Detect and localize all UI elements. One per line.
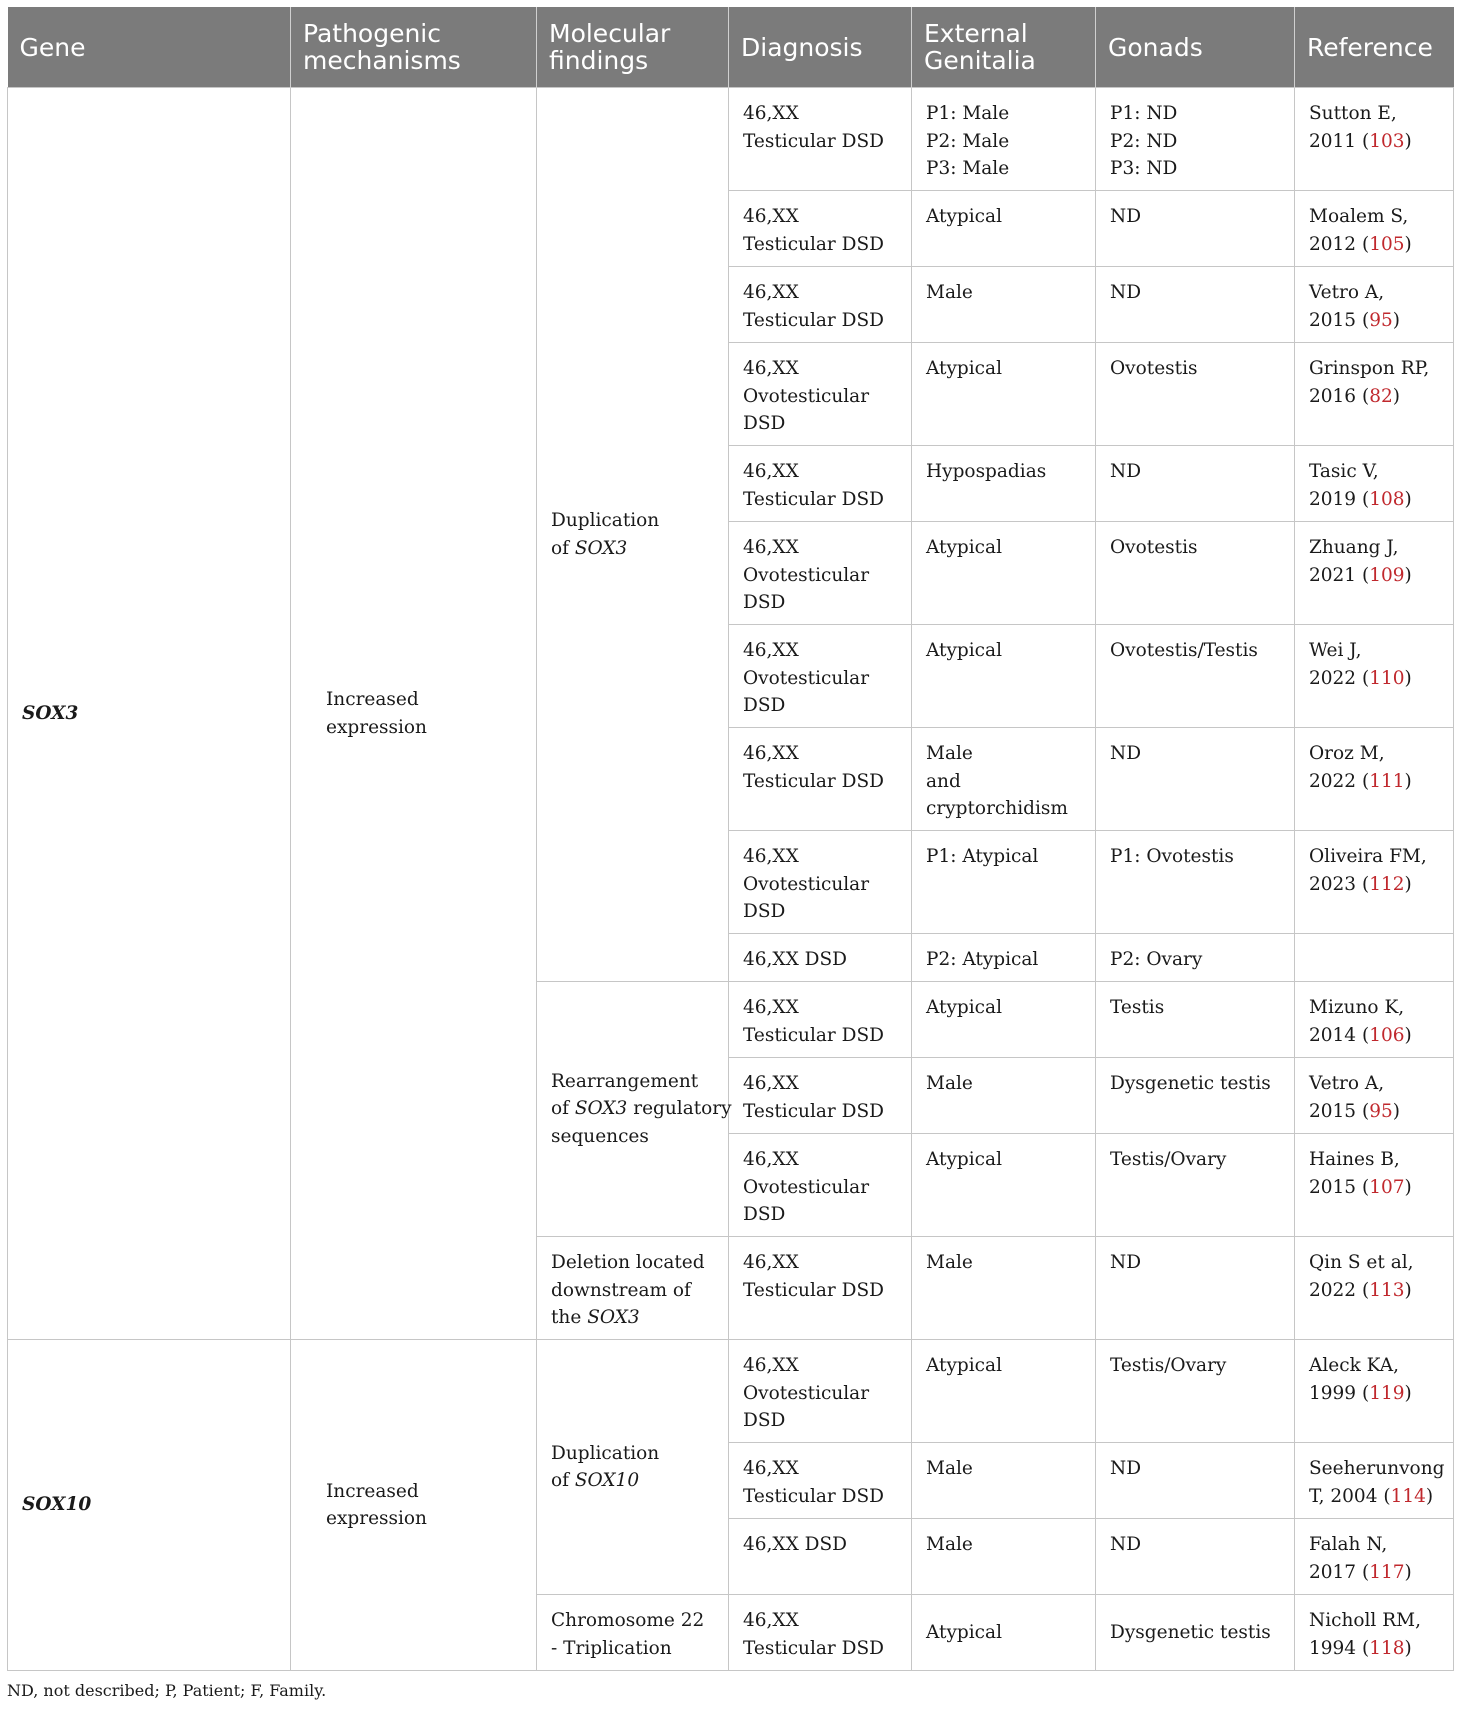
external-genitalia-cell: P1: Atypical [912, 831, 1096, 934]
header-diagnosis: Diagnosis [729, 7, 912, 88]
reference-link[interactable]: 110 [1369, 667, 1405, 689]
reference-cell: Wei J, 2022 (110) [1295, 625, 1454, 728]
external-genitalia-cell: Atypical [912, 1340, 1096, 1443]
diagnosis-cell: 46,XX Testicular DSD [729, 1237, 912, 1340]
external-genitalia-cell: Male [912, 267, 1096, 343]
gonads-cell: P2: Ovary [1096, 934, 1295, 982]
diagnosis-cell: 46,XX Ovotesticular DSD [729, 1134, 912, 1237]
external-genitalia-cell: Male and cryptorchidism [912, 728, 1096, 831]
external-genitalia-cell: Male [912, 1443, 1096, 1519]
gonads-cell: P1: Ovotestis [1096, 831, 1295, 934]
reference-link[interactable]: 108 [1369, 488, 1405, 510]
gonads-cell: Testis [1096, 982, 1295, 1058]
reference-link[interactable]: 111 [1369, 770, 1405, 792]
reference-cell: Aleck KA, 1999 (119) [1295, 1340, 1454, 1443]
mechanism-cell-sox3: Increased expression [291, 88, 537, 1340]
reference-cell: Moalem S, 2012 (105) [1295, 191, 1454, 267]
header-external-genitalia: External Genitalia [912, 7, 1096, 88]
gonads-cell: ND [1096, 1237, 1295, 1340]
table-footnote: ND, not described; P, Patient; F, Family. [7, 1681, 327, 1700]
reference-cell: Oliveira FM, 2023 (112) [1295, 831, 1454, 934]
diagnosis-cell: 46,XX Ovotesticular DSD [729, 522, 912, 625]
reference-cell: Vetro A, 2015 (95) [1295, 267, 1454, 343]
diagnosis-cell: 46,XX Testicular DSD [729, 1595, 912, 1671]
gonads-cell: ND [1096, 728, 1295, 831]
header-pathogenic-mechanisms: Pathogenic mechanisms [291, 7, 537, 88]
reference-cell: Nicholl RM, 1994 (118) [1295, 1595, 1454, 1671]
reference-cell: Oroz M, 2022 (111) [1295, 728, 1454, 831]
reference-link[interactable]: 113 [1369, 1279, 1405, 1301]
diagnosis-cell: 46,XX DSD [729, 934, 912, 982]
reference-link[interactable]: 109 [1369, 564, 1405, 586]
external-genitalia-cell: P2: Atypical [912, 934, 1096, 982]
reference-cell: Tasic V, 2019 (108) [1295, 446, 1454, 522]
reference-cell: Grinspon RP, 2016 (82) [1295, 343, 1454, 446]
diagnosis-cell: 46,XX Testicular DSD [729, 1443, 912, 1519]
reference-cell: Vetro A, 2015 (95) [1295, 1058, 1454, 1134]
reference-cell: Sutton E, 2011 (103) [1295, 88, 1454, 191]
header-reference: Reference [1295, 7, 1454, 88]
reference-link[interactable]: 82 [1369, 385, 1393, 407]
diagnosis-cell: 46,XX DSD [729, 1519, 912, 1595]
external-genitalia-cell: Atypical [912, 522, 1096, 625]
reference-cell: Mizuno K, 2014 (106) [1295, 982, 1454, 1058]
external-genitalia-cell: Atypical [912, 1595, 1096, 1671]
gonads-cell: ND [1096, 446, 1295, 522]
reference-link[interactable]: 105 [1369, 233, 1405, 255]
gonads-cell: P1: ND P2: ND P3: ND [1096, 88, 1295, 191]
reference-link[interactable]: 118 [1369, 1637, 1405, 1659]
molecular-cell-sox3-deletion: Deletion located downstream of the SOX3 [537, 1237, 729, 1340]
diagnosis-cell: 46,XX Ovotesticular DSD [729, 831, 912, 934]
reference-link[interactable]: 95 [1369, 1100, 1393, 1122]
reference-cell: Zhuang J, 2021 (109) [1295, 522, 1454, 625]
header-gonads: Gonads [1096, 7, 1295, 88]
table-row [8, 1340, 1454, 1443]
molecular-cell-sox10-duplication: Duplication of SOX10 [537, 1340, 729, 1595]
reference-link[interactable]: 95 [1369, 309, 1393, 331]
gene-cell-sox3: SOX3 [8, 88, 291, 1340]
diagnosis-cell: 46,XX Testicular DSD [729, 88, 912, 191]
gonads-cell: Ovotestis [1096, 343, 1295, 446]
diagnosis-cell: 46,XX Testicular DSD [729, 1058, 912, 1134]
header-molecular-findings: Molecular findings [537, 7, 729, 88]
reference-link[interactable]: 103 [1369, 130, 1405, 152]
external-genitalia-cell: Male [912, 1519, 1096, 1595]
external-genitalia-cell: P1: Male P2: Male P3: Male [912, 88, 1096, 191]
external-genitalia-cell: Atypical [912, 191, 1096, 267]
molecular-cell-sox10-triplication: Chromosome 22 - Triplication [537, 1595, 729, 1671]
molecular-cell-sox3-duplication: Duplication of SOX3 [537, 88, 729, 982]
reference-link[interactable]: 106 [1369, 1024, 1405, 1046]
external-genitalia-cell: Atypical [912, 982, 1096, 1058]
mechanism-cell-sox10: Increased expression [291, 1340, 537, 1671]
reference-cell: Haines B, 2015 (107) [1295, 1134, 1454, 1237]
external-genitalia-cell: Atypical [912, 1134, 1096, 1237]
table-header-row [8, 7, 1454, 88]
external-genitalia-cell: Atypical [912, 343, 1096, 446]
diagnosis-cell: 46,XX Testicular DSD [729, 728, 912, 831]
gonads-cell: Dysgenetic testis [1096, 1595, 1295, 1671]
diagnosis-cell: 46,XX Testicular DSD [729, 191, 912, 267]
reference-cell: Falah N, 2017 (117) [1295, 1519, 1454, 1595]
diagnosis-cell: 46,XX Ovotesticular DSD [729, 343, 912, 446]
diagnosis-cell: 46,XX Testicular DSD [729, 982, 912, 1058]
header-gene: Gene [8, 7, 291, 88]
reference-link[interactable]: 112 [1369, 873, 1405, 895]
reference-link[interactable]: 117 [1369, 1561, 1405, 1583]
molecular-cell-sox3-rearrangement: Rearrangement of SOX3 regulatory sequences [537, 982, 729, 1237]
gonads-cell: Testis/Ovary [1096, 1134, 1295, 1237]
gene-cell-sox10: SOX10 [8, 1340, 291, 1671]
diagnosis-cell: 46,XX Testicular DSD [729, 267, 912, 343]
reference-link[interactable]: 107 [1369, 1176, 1405, 1198]
reference-link[interactable]: 114 [1390, 1485, 1426, 1507]
gonads-cell: ND [1096, 267, 1295, 343]
gonads-cell: Ovotestis/Testis [1096, 625, 1295, 728]
diagnosis-cell: 46,XX Ovotesticular DSD [729, 1340, 912, 1443]
gonads-cell: ND [1096, 191, 1295, 267]
diagnosis-cell: 46,XX Ovotesticular DSD [729, 625, 912, 728]
gonads-cell: Testis/Ovary [1096, 1340, 1295, 1443]
reference-link[interactable]: 119 [1369, 1382, 1405, 1404]
external-genitalia-cell: Hypospadias [912, 446, 1096, 522]
gonads-cell: Ovotestis [1096, 522, 1295, 625]
external-genitalia-cell: Male [912, 1237, 1096, 1340]
sox-gene-table [7, 7, 1454, 1671]
gonads-cell: ND [1096, 1443, 1295, 1519]
diagnosis-cell: 46,XX Testicular DSD [729, 446, 912, 522]
external-genitalia-cell: Male [912, 1058, 1096, 1134]
reference-cell: Seeherunvong T, 2004 (114) [1295, 1443, 1454, 1519]
table-row [8, 88, 1454, 191]
external-genitalia-cell: Atypical [912, 625, 1096, 728]
reference-cell: Qin S et al, 2022 (113) [1295, 1237, 1454, 1340]
gonads-cell: Dysgenetic testis [1096, 1058, 1295, 1134]
gonads-cell: ND [1096, 1519, 1295, 1595]
reference-cell-empty [1295, 934, 1454, 982]
